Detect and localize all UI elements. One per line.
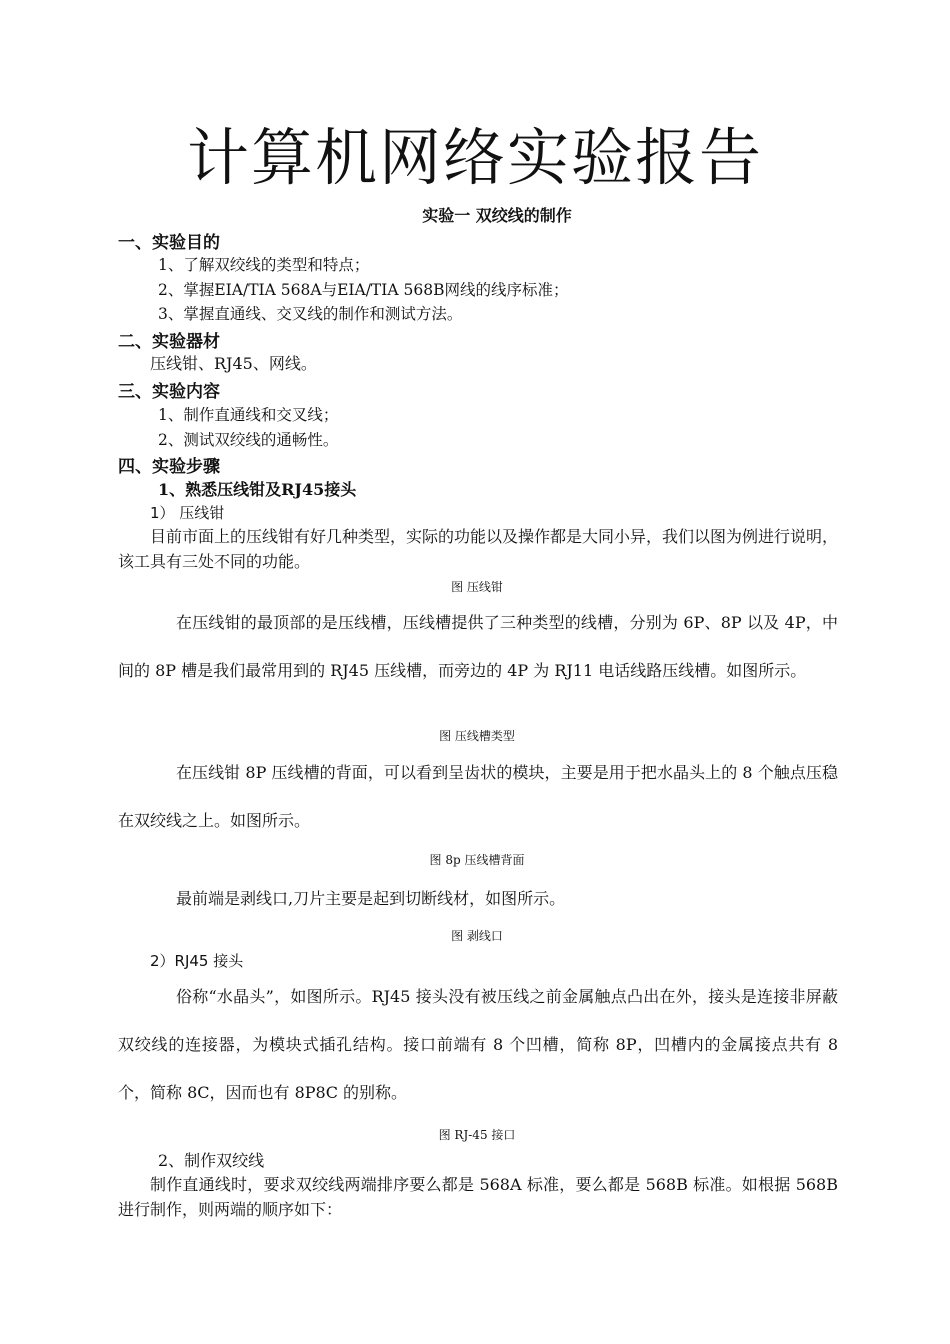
section-heading-steps: 四、实验步骤 bbox=[118, 457, 220, 477]
step2-heading: 2、制作双绞线 bbox=[158, 1151, 265, 1170]
figure-caption-crimper: 图 压线钳 bbox=[451, 580, 503, 594]
list-item: 2、掌握EIA/TIA 568A与EIA/TIA 568B网线的线序标准； bbox=[158, 281, 569, 299]
paragraph-8p-back: 在压线钳 8P 压线槽的背面，可以看到呈齿状的模块，主要是用于把水晶头上的 8 个触点压稳在双绞线之上。如图所示。 bbox=[118, 763, 838, 830]
list-item: 3、掌握直通线、交叉线的制作和测试方法。 bbox=[158, 305, 463, 323]
paragraph-stripper: 最前端是剥线口,刀片主要是起到切断线材，如图所示。 bbox=[176, 889, 566, 908]
section-heading-purpose: 一、实验目的 bbox=[118, 233, 220, 253]
figure-caption-slot-types: 图 压线槽类型 bbox=[439, 729, 515, 743]
section-heading-content: 三、实验内容 bbox=[118, 382, 220, 402]
sub-heading-rj45: 2）RJ45 接头 bbox=[150, 952, 244, 970]
figure-caption-rj45: 图 RJ-45 接口 bbox=[438, 1128, 516, 1142]
figure-caption-stripper: 图 剥线口 bbox=[451, 929, 503, 943]
list-item: 1、了解双绞线的类型和特点； bbox=[158, 256, 370, 274]
paragraph-crimp-slots: 在压线钳的最顶部的是压线槽，压线槽提供了三种类型的线槽，分别为 6P、8P 以及 4P，中间的 8P 槽是我们最常用到的 RJ45 压线槽，而旁边的 4P 为 RJ11 电话线路压线槽。如图所示。 bbox=[118, 613, 838, 680]
list-item: 1、制作直通线和交叉线； bbox=[158, 406, 339, 424]
section-heading-equipment: 二、实验器材 bbox=[118, 332, 220, 352]
figure-caption-8p-back: 图 8p 压线槽背面 bbox=[429, 853, 525, 867]
list-item: 2、测试双绞线的通畅性。 bbox=[158, 431, 339, 449]
page-title: 计算机网络实验报告 bbox=[186, 121, 763, 194]
sub-heading-crimper: 1） 压线钳 bbox=[150, 504, 225, 522]
paragraph-straight-through: 制作直通线时，要求双绞线两端排序要么都是 568A 标准，要么都是 568B 标准。如根据 568B 进行制作，则两端的顺序如下： bbox=[118, 1175, 838, 1219]
experiment-subtitle: 实验一 双绞线的制作 bbox=[422, 206, 572, 225]
equipment-text: 压线钳、RJ45、网线。 bbox=[150, 354, 317, 373]
paragraph-rj45: 俗称“水晶头”，如图所示。RJ45 接头没有被压线之前金属触点凸出在外，接头是连接非屏蔽双绞线的连接器，为模块式插孔结构。接口前端有 8 个凹槽，简称 8P，凹槽内的金属接点共有 8 个，简称 8C，因而也有 8P8C 的别称。 bbox=[118, 987, 838, 1102]
step1-heading: 1、熟悉压线钳及RJ45接头 bbox=[158, 480, 357, 499]
paragraph-crimper-intro: 目前市面上的压线钳有好几种类型，实际的功能以及操作都是大同小异，我们以图为例进行说明，该工具有三处不同的功能。 bbox=[118, 527, 839, 571]
